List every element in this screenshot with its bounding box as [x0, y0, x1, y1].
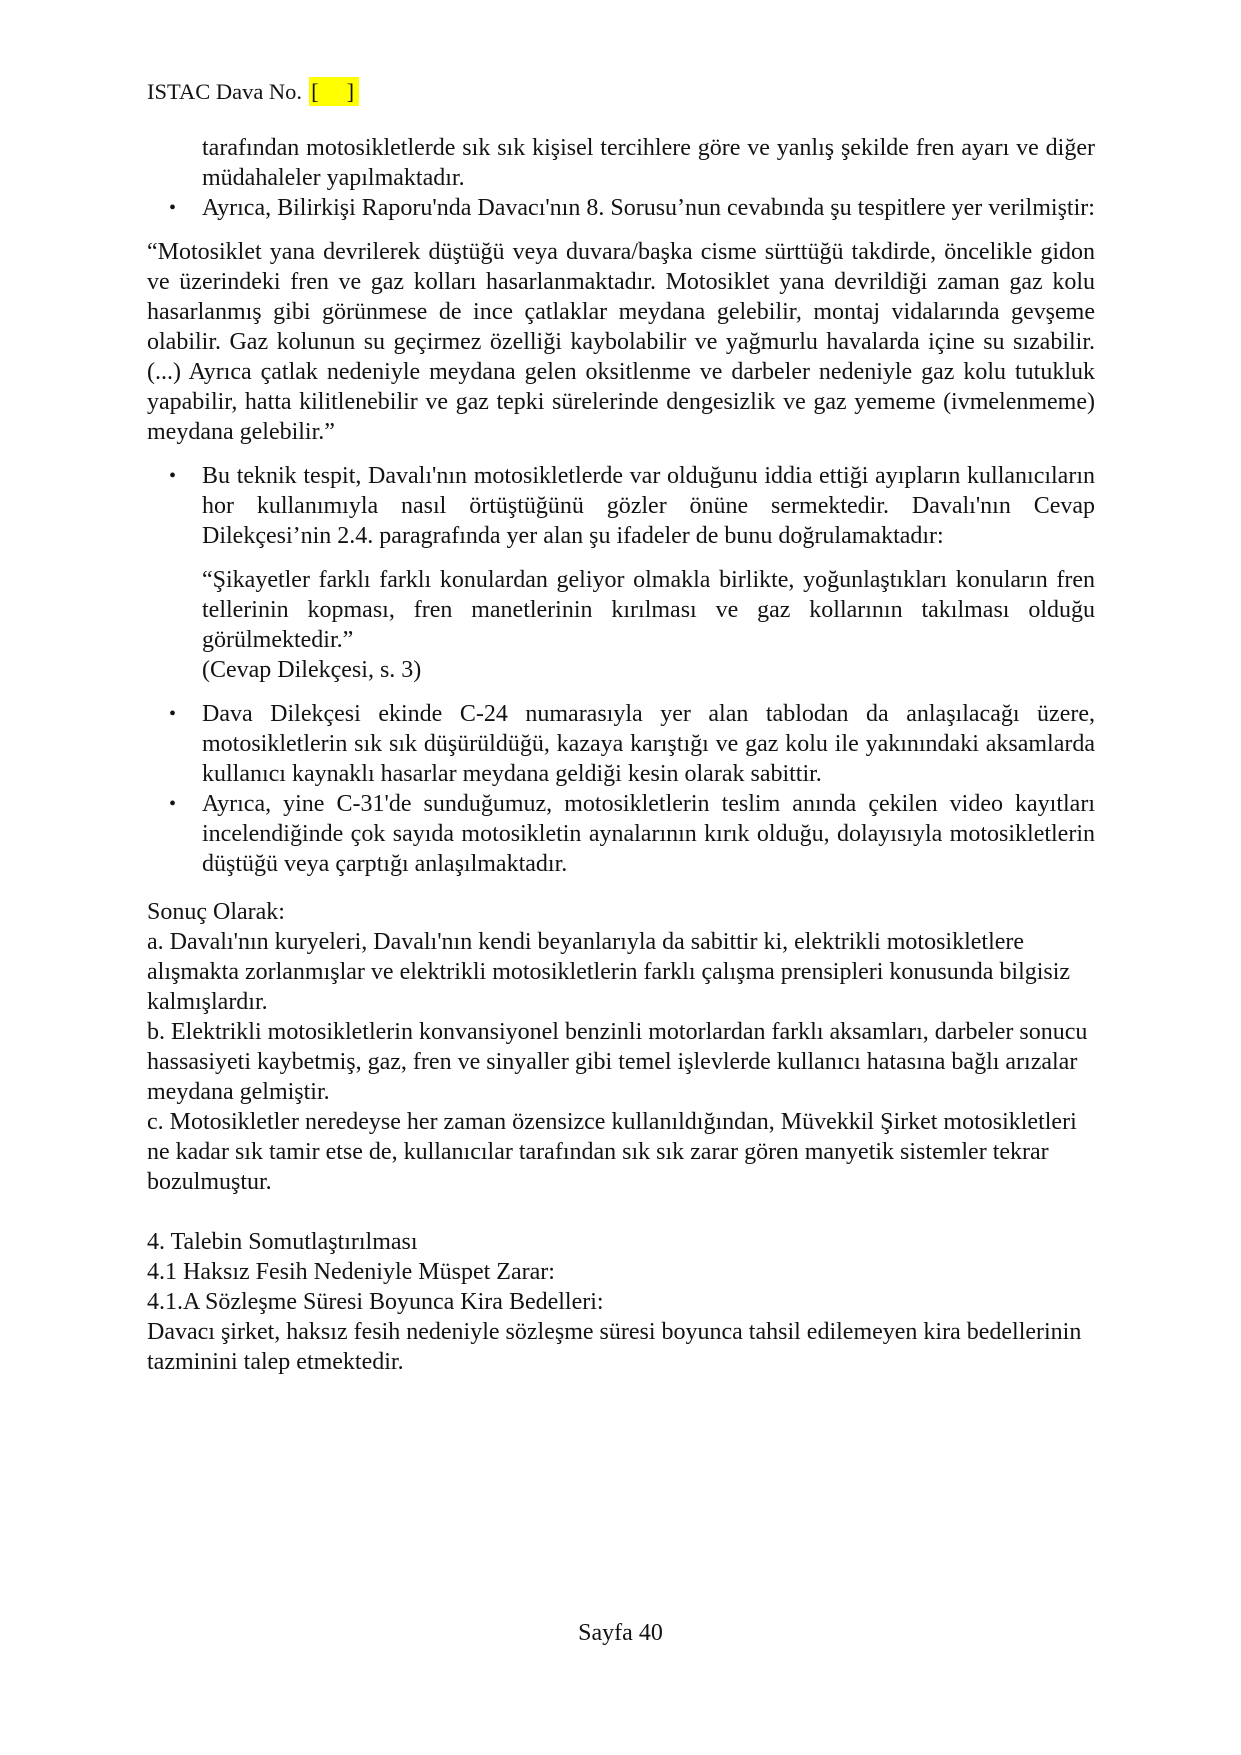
bullet-list	[147, 461, 1095, 551]
conclusion-item-a: a. Davalı'nın kuryeleri, Davalı'nın kendi beyanlarıyla da sabittir ki, elektrikli motosikletlere alışmakta zorlanmışlar ve elektrikli motosikletlerin farklı çalışma prensipleri konusunda bilgisiz kalmışlardır.	[147, 929, 1071, 1015]
bullet-text: Ayrıca, Bilirkişi Raporu'nda Davacı'nın 8. Sorusu’nun cevabında şu tespitlere yer verilmiştir:	[202, 195, 1095, 221]
bullet-list	[147, 193, 1095, 223]
page-number: Sayfa 40	[578, 1620, 663, 1646]
quote-source-citation: (Cevap Dilekçesi, s. 3)	[202, 657, 422, 683]
section-4-1a-heading: 4.1.A Sözleşme Süresi Boyunca Kira Bedelleri:	[147, 1289, 604, 1315]
conclusion-item-c: c. Motosikletler neredeyse her zaman özensizce kullanıldığından, Müvekkil Şirket motosikletleri ne kadar sık tamir etse de, kullanıcılar tarafından sık sık zarar gören manyetik sistemler tekrar bozulmuştur.	[147, 1109, 1077, 1195]
section-4-1-heading: 4.1 Haksız Fesih Nedeniyle Müspet Zarar:	[147, 1259, 555, 1285]
answer-petition-quote: “Şikayetler farklı farklı konulardan geliyor olmakla birlikte, yoğunlaştıkları konuların fren tellerinin kopması, fren manetlerinin kırılması ve gaz kollarının takılması olduğu görülmektedir.”	[202, 567, 1095, 653]
section-4-1a-body: Davacı şirket, haksız fesih nedeniyle sözleşme süresi boyunca tahsil edilemeyen kira bedellerinin tazminini talep etmektedir.	[147, 1319, 1082, 1375]
conclusion-heading: Sonuç Olarak:	[147, 899, 285, 925]
bullet-icon: •	[169, 465, 177, 487]
document-body	[147, 133, 1095, 1377]
bullet-item	[169, 699, 1095, 789]
bullet-icon: •	[169, 793, 177, 815]
bullet-text: Ayrıca, yine C-31'de sunduğumuz, motosikletlerin teslim anında çekilen video kayıtları incelendiğinde çok sayıda motosikletin aynalarının kırık olduğu, dolayısıyla motosikletlerin düştüğü veya çarptığı anlaşılmaktadır.	[202, 791, 1095, 877]
bullet-item	[169, 193, 1095, 223]
answer-petition-quote-block	[202, 565, 1095, 685]
bullet-icon: •	[169, 703, 177, 725]
section-4-heading: 4. Talebin Somutlaştırılması	[147, 1229, 418, 1255]
case-number-redaction-highlight: [ ]	[309, 77, 359, 106]
paragraph-spacer	[147, 1197, 1095, 1227]
page-footer	[0, 1618, 1241, 1648]
continuation-paragraph: tarafından motosikletlerde sık sık kişisel tercihlere göre ve yanlış şekilde fren ayarı ve diğer müdahaleler yapılmaktadır.	[202, 135, 1095, 191]
case-number-label: ISTAC Dava No.	[147, 79, 303, 104]
bullet-item	[169, 461, 1095, 551]
bullet-text: Bu teknik tespit, Davalı'nın motosikletlerde var olduğunu iddia ettiği ayıpların kullanıcıların hor kullanımıyla nasıl örtüştüğünü gözler önüne sermektedir. Davalı'nın Cevap Dilekçesi’nin 2.4. paragrafında yer alan şu ifadeler de bunu doğrulamaktadır:	[202, 463, 1095, 549]
bullet-text: Dava Dilekçesi ekinde C-24 numarasıyla yer alan tablodan da anlaşılacağı üzere, motosikletlerin sık sık düşürüldüğü, kazaya karıştığı ve gaz kolu ile yakınındaki aksamlarda kullanıcı kaynaklı hasarlar meydana geldiği kesin olarak sabittir.	[202, 701, 1095, 787]
bullet-icon: •	[169, 197, 177, 219]
bullet-list	[147, 699, 1095, 879]
expert-report-quote: “Motosiklet yana devrilerek düştüğü veya duvara/başka cisme sürttüğü takdirde, öncelikle gidon ve üzerindeki fren ve gaz kolları hasarlanmaktadır. Motosiklet yana devrildiği zaman gaz kolu hasarlanmış gibi görünmese de ince çatlaklar meydana gelebilir, montaj vidalarında gevşeme olabilir. Gaz kolunun su geçirmez özelliği kaybolabilir ve yağmurlu havalarda içine su sızabilir. (...) Ayrıca çatlak nedeniyle meydana gelen oksitlenme ve darbeler nedeniyle gaz kolu tutukluk yapabilir, hatta kilitlenebilir ve gaz tepki sürelerinde dengesizlik ve gaz yememe (ivmelenmeme) meydana gelebilir.”	[147, 239, 1095, 445]
bullet-item	[169, 789, 1095, 879]
conclusion-item-b: b. Elektrikli motosikletlerin konvansiyonel benzinli motorlardan farklı aksamları, darbeler sonucu hassasiyeti kaybetmiş, gaz, fren ve sinyaller gibi temel işlevlerde kullanıcı hatasına bağlı arızalar meydana gelmiştir.	[147, 1019, 1088, 1105]
document-header	[147, 78, 1095, 106]
